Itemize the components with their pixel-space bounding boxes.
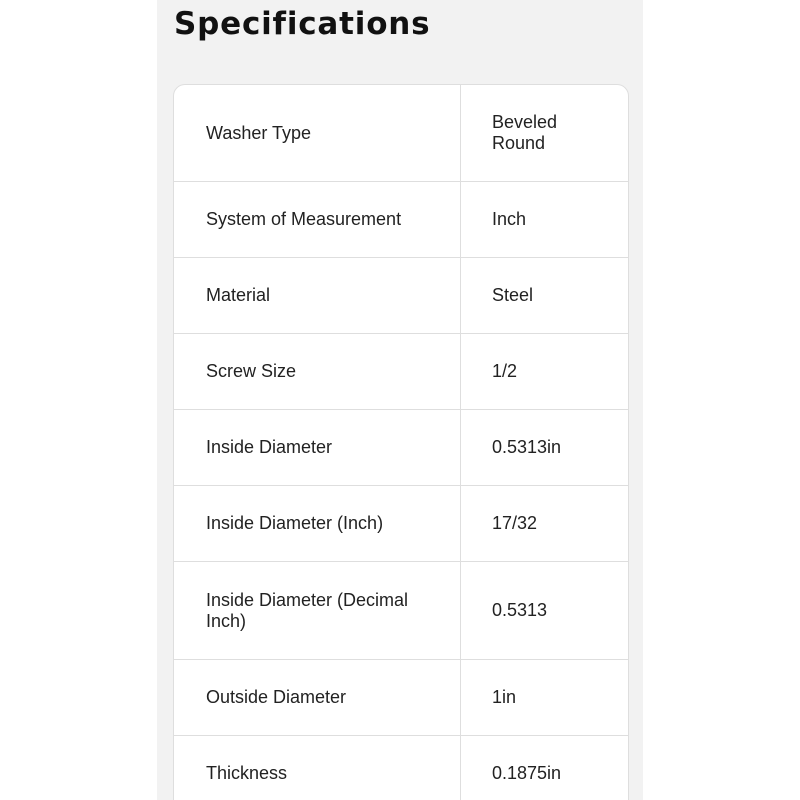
spec-value: 1/2 — [492, 361, 518, 381]
spec-value: 0.1875in — [492, 763, 562, 783]
specifications-heading: Specifications — [174, 6, 431, 42]
spec-row-inside-diameter-inch — [174, 486, 628, 562]
spec-row-material — [174, 258, 628, 334]
spec-row-screw-size — [174, 334, 628, 410]
spec-value: 17/32 — [492, 513, 538, 533]
spec-value: Steel — [492, 285, 534, 305]
spec-label: Washer Type — [174, 85, 461, 181]
spec-row-inside-diameter — [174, 410, 628, 486]
spec-label: Outside Diameter — [174, 660, 461, 735]
spec-row-thickness — [174, 736, 628, 800]
spec-value: 1in — [492, 687, 517, 707]
specifications-table — [173, 84, 629, 800]
spec-value: 0.5313in — [492, 437, 562, 457]
spec-value: Inch — [492, 209, 527, 229]
spec-label: Inside Diameter (Inch) — [174, 486, 461, 561]
spec-row-outside-diameter — [174, 660, 628, 736]
spec-row-inside-diameter-decimal-inch — [174, 562, 628, 660]
spec-value: Beveled Round — [492, 112, 558, 153]
spec-label: Inside Diameter — [174, 410, 461, 485]
spec-value: 0.5313 — [492, 600, 548, 620]
spec-row-system-of-measurement — [174, 182, 628, 258]
spec-row-washer-type — [174, 85, 628, 182]
spec-label: Screw Size — [174, 334, 461, 409]
spec-label: Inside Diameter (Decimal Inch) — [174, 562, 461, 659]
spec-label: System of Measurement — [174, 182, 461, 257]
spec-label: Thickness — [174, 736, 461, 800]
spec-label: Material — [174, 258, 461, 333]
